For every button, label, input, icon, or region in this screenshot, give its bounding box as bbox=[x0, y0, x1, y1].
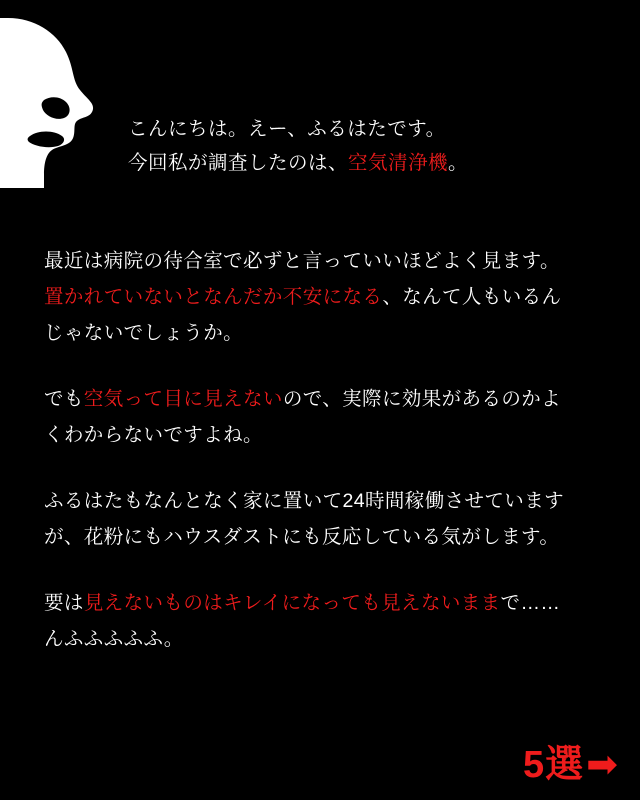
text-run: ふるはたもなんとなく家に置いて24時間稼働させています bbox=[44, 490, 564, 512]
intro-line-2-suffix: 。 bbox=[448, 152, 469, 174]
text-run: で…… bbox=[500, 592, 561, 614]
cta-label: 5選 bbox=[523, 744, 585, 786]
body-copy bbox=[44, 243, 604, 657]
arrow-right-icon: ➡ bbox=[586, 744, 618, 786]
text-run: 最近は病院の待合室で必ずと言っていいほどよく見ます。 bbox=[44, 250, 560, 272]
paragraph-4-line-1 bbox=[44, 585, 604, 621]
intro-block bbox=[128, 112, 618, 180]
intro-line-2-prefix: 今回私が調査したのは、 bbox=[128, 152, 349, 174]
paragraph-3-line-2 bbox=[44, 519, 604, 555]
paragraph-2-line-2 bbox=[44, 417, 604, 453]
text-run: 要は bbox=[44, 592, 84, 614]
next-page-cta[interactable] bbox=[523, 746, 618, 784]
text-run: でも bbox=[44, 388, 84, 410]
text-run: が、花粉にもハウスダストにも反応している気がします。 bbox=[44, 526, 560, 548]
person-silhouette-icon bbox=[0, 18, 112, 188]
text-run: ので、実際に効果があるのかよ bbox=[282, 388, 562, 410]
text-run: 、なんて人もいるん bbox=[382, 286, 562, 308]
paragraph-1-line-3 bbox=[44, 315, 604, 351]
paragraph-1-line-2 bbox=[44, 279, 604, 315]
paragraph-3-line-1 bbox=[44, 483, 604, 519]
text-run-highlight: 空気って目に見えない bbox=[83, 388, 283, 410]
intro-line-2 bbox=[128, 146, 618, 180]
paragraph-4-line-2 bbox=[44, 621, 604, 657]
text-run-highlight: 見えないものはキレイになっても見えないまま bbox=[83, 592, 501, 614]
paragraph-4 bbox=[44, 585, 604, 657]
paragraph-2-line-1 bbox=[44, 381, 604, 417]
text-run: くわからないですよね。 bbox=[44, 424, 263, 446]
text-run: んふふふふふ。 bbox=[44, 628, 184, 650]
intro-keyword-highlight: 空気清浄機 bbox=[348, 152, 449, 174]
paragraph-1-line-1 bbox=[44, 243, 604, 279]
paragraph-3 bbox=[44, 483, 604, 555]
text-run: じゃないでしょうか。 bbox=[44, 322, 244, 344]
paragraph-1 bbox=[44, 243, 604, 351]
text-run-highlight: 置かれていないとなんだか不安になる bbox=[44, 286, 383, 308]
intro-line-1: こんにちは。えー、ふるはたです。 bbox=[128, 118, 446, 140]
paragraph-2 bbox=[44, 381, 604, 453]
